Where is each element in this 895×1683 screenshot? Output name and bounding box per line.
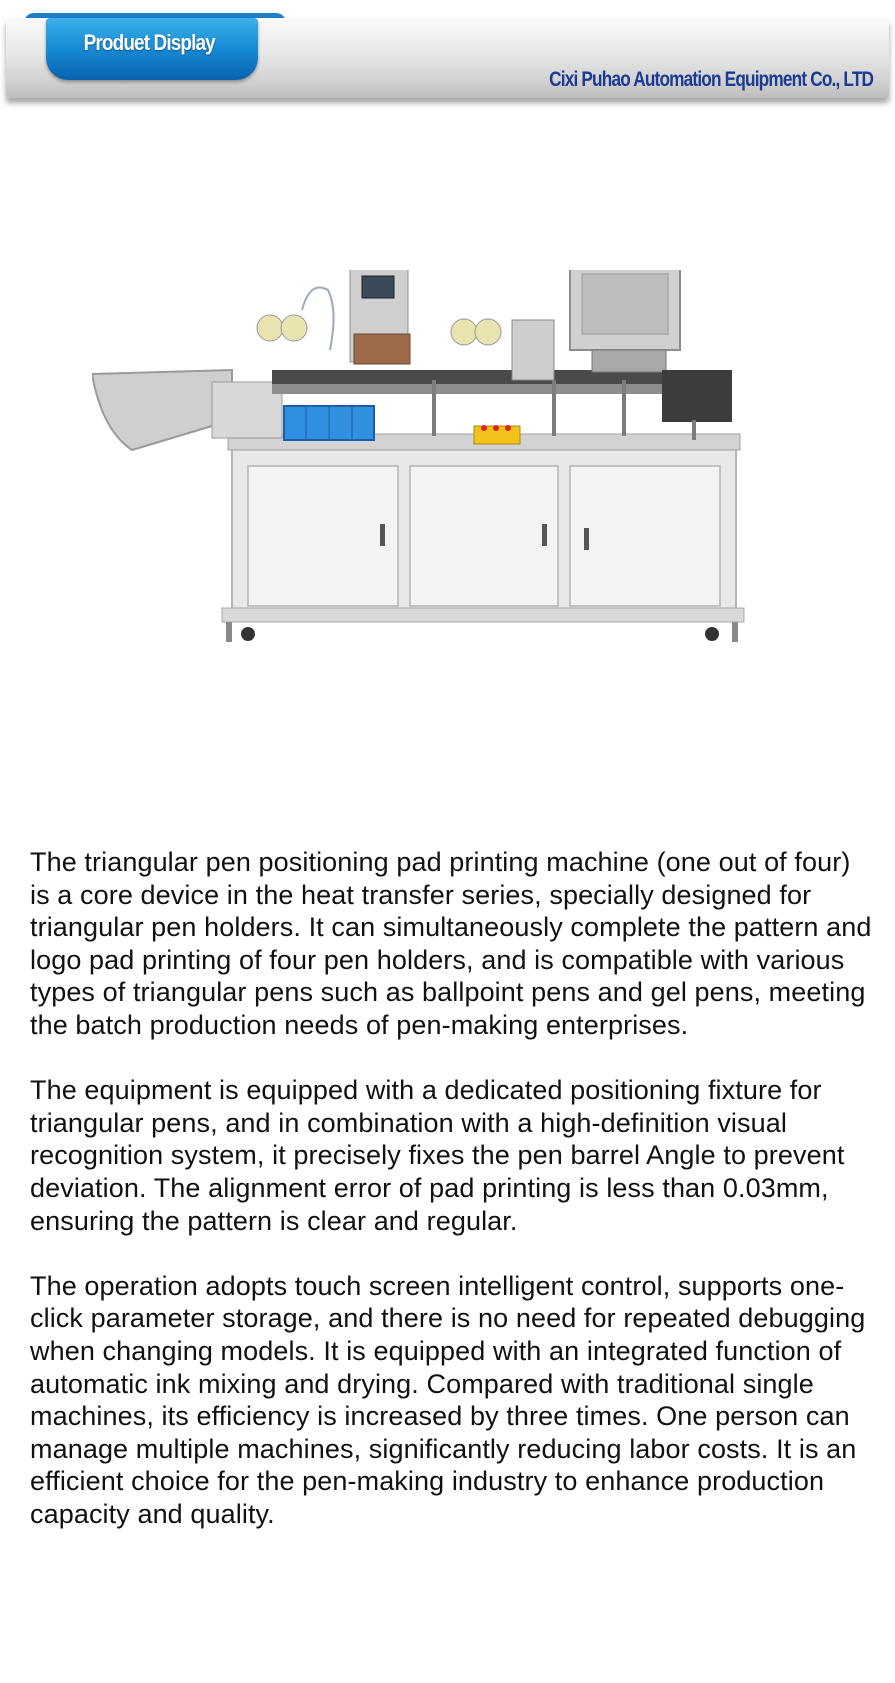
- description-paragraph: The triangular pen positioning pad printing machine (one out of four) is a core device in the heat transfer series, specially designed for triangular pen holders. It can simultaneously complete the pattern and logo pad printing of four pen holders, and is compatible with various types of triangular pens such as ballpoint pens and gel pens, meeting the batch production needs of pen-making enterprises.: [30, 847, 872, 1040]
- second-station: [512, 320, 554, 380]
- print-pad-block: [354, 334, 410, 364]
- ink-spool: [451, 319, 477, 345]
- description-paragraph: The operation adopts touch screen intelligent control, supports one-click parameter storage, and there is no need for repeated debugging when changing models. It is equipped with an integrated function of automatic ink mixing and drying. Compared with traditional single machines, its efficiency is increased by three times. One person can manage multiple machines, significantly reducing labor costs. It is an efficient choice for the pen-making industry to enhance production capacity and quality.: [30, 1270, 866, 1529]
- product-description: [30, 846, 875, 1563]
- cabinet-door-right: [570, 466, 720, 606]
- air-tube: [302, 288, 334, 351]
- caster-wheel: [241, 627, 255, 641]
- caster-wheel: [705, 627, 719, 641]
- touch-screen: [362, 276, 394, 298]
- door-handle: [380, 524, 385, 546]
- feed-hopper: [92, 370, 232, 450]
- section-tab: [46, 18, 258, 80]
- company-name: Cixi Puhao Automation Equipment Co., LTD: [548, 68, 873, 91]
- door-handle: [542, 524, 547, 546]
- dryer-window: [582, 274, 668, 334]
- ink-spool: [475, 319, 501, 345]
- description-paragraph: The equipment is equipped with a dedicated positioning fixture for triangular pens, and in combination with a high-definition visual recognition system, it precisely fixes the pen barrel Angle to prevent deviation. The alignment error of pad printing is less than 0.03mm, ensuring the pattern is clear and regular.: [30, 1075, 845, 1236]
- leg: [732, 622, 738, 642]
- cabinet-door-left: [248, 466, 398, 606]
- feed-box: [212, 382, 282, 438]
- cabinet-door-middle: [410, 466, 558, 606]
- cabinet-frame-bottom: [222, 608, 744, 622]
- motor-box: [662, 370, 732, 422]
- ink-spool: [257, 315, 283, 341]
- dryer-base: [592, 350, 666, 372]
- leg: [226, 622, 232, 642]
- ink-spool: [281, 315, 307, 341]
- door-handle: [584, 528, 589, 550]
- product-photo: [92, 270, 802, 710]
- section-tab-label: Produet Display: [83, 30, 215, 55]
